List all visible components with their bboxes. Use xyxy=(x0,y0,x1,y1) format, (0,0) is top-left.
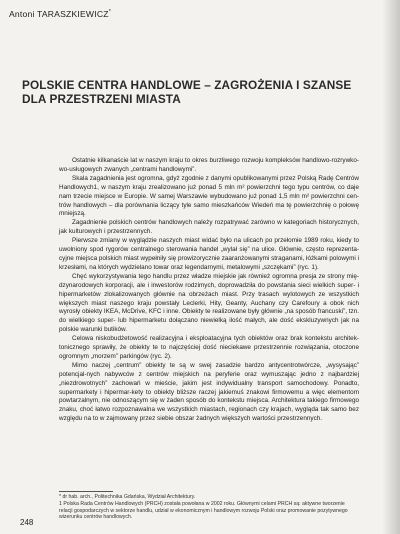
body-paragraph: Mimo naczej „centrum” obiekty te są w swej zasadzie bardzo antycentrotwórcze, „wysysając” potencjal-nych nabywców z centrów miejskich na peryferie oraz wymuszając jedno z najbardziej „niezdrowotnych” zachowań w mieście, jakim jest indywidualny transport samochodowy. Ponadto, supermarkety i hipermar-kety to obiekty bliższe raczej jakiemuś znakowi firmowemu a więc elementom powtarzalnym, nie odnoszącym się w żaden sposób do kontekstu miejsca. Architektura takiego firmowego znaku, choć łatwo rozpoznawalna we wszystkich miastach, regionach czy krajach, wygląda tak samo bez względu na to w zajmowany przez siebie obszar żadnych większych wartości przestrzennych. xyxy=(59,361,359,423)
footnotes xyxy=(59,494,359,521)
body-paragraph: Skala zagadnienia jest ogromna, gdyż zgodnie z danymi opublikowanymi przez Polską Radę Centrów Handlowych1, w naszym kraju zrealizowano już ponad 5 mln m² powierzchni tego typu centrów, co daje nam trzecie miejsce w Europie. W samej Warszawie wybudowano już ponad 1,5 mln m² powierzchni cen-trów handlowych – dla porównania liczący tyle samo mieszkańców Wiedeń ma tę powierzchnię o połowę mniejszą. xyxy=(59,174,359,218)
author-last-name: TARASZKIEWICZ xyxy=(37,9,109,19)
footnote: 1 Polska Rada Centrów Handlowych (PRCH) została powołana w 2002 roku. Głównymi celami PRCH są: aktywne tworzenie relacji gospodarczych w sektorze handlu, udział w ekonomicznym i handlowym rozwoju Polski oraz promowanie pozytywnego wizerunku centrów handlowych. xyxy=(59,500,348,521)
page-number: 248 xyxy=(20,518,34,527)
page-edge-shadow xyxy=(382,0,400,534)
body-paragraph: Pierwsze zmiany w wyglądzie naszych miast widać było na ulicach po przełomie 1989 roku, kiedy to uwolniony spod rygorów centralnego sterowania handel „wylał się” na ulice. Głównie, często reprezenta-cyjne miejsca polskich miast wypełniły się prowizorycznie zaaranżowanymi straganami, łóżkami polowymi i krzesłami, na których wydzielano towar oraz legendarnymi, metalowymi „szczękami” (ryc. 1). xyxy=(59,237,359,271)
body-paragraph: Zagadnienie polskich centrów handlowych należy rozpatrywać zarówno w kategoriach historycznych, jak kulturowych i przestrzennych. xyxy=(59,219,359,236)
body-paragraph: Celowa niskobudżetowość realizacyjna i eksploatacyjna tych obiektów oraz brak kontekstu architek-tonicznego sprawiły, że obiekty te to najczęściej dość nieciekawe przestrzennie rozwiązania, otoczone ogromnym „morzem” parkingów (ryc. 2). xyxy=(59,335,359,360)
article-title xyxy=(22,79,362,106)
body-paragraph: Ostatnie kilkanaście lat w naszym kraju to okres burzliwego rozwoju kompleksów handlowo-rozrywko-wo-usługowych zwanych „centrami handlowymi”. xyxy=(59,157,359,173)
title-line-2: DLA PRZESTRZENI MIASTA xyxy=(22,91,181,106)
title-line-1: POLSKIE CENTRA HANDLOWE – ZAGROŻENIA I SZANSE xyxy=(22,78,352,92)
article-body xyxy=(59,157,359,424)
author-line xyxy=(9,9,111,19)
author-footnote-mark: * xyxy=(108,9,112,16)
footnote: * dr hab. arch., Politechnika Gdańska, Wydział Architektury. xyxy=(59,494,196,500)
author-first-name: Antoni xyxy=(9,9,35,19)
footnote-divider xyxy=(59,491,113,492)
body-paragraph: Chęć wykorzystywania tego handlu przez władze miejskie jak również ogromna presja ze strony mię-dzynarodowych korporacji, ale i inwestorów rodzimych, doprowadziła do powstania sieci wielkich super- i hipermarketów zlokalizowanych głównie na obrzeżach miast. Przy trasach wylotowych ze wszystkich większych miast naszego kraju powstały Leclerki, Hity, Geanty, Auchany czy Carefoury a obok nich wyrosły obiekty IKEA, McDrive, KFC i inne. Obiekty te realizowane były głównie „na sposób francuski”, tzn. do wielkiego super- lub hipermarketu dołączano niewielką ilość małych, ale dość ekskluzywnych jak na polskie warunki butików. xyxy=(59,272,359,334)
